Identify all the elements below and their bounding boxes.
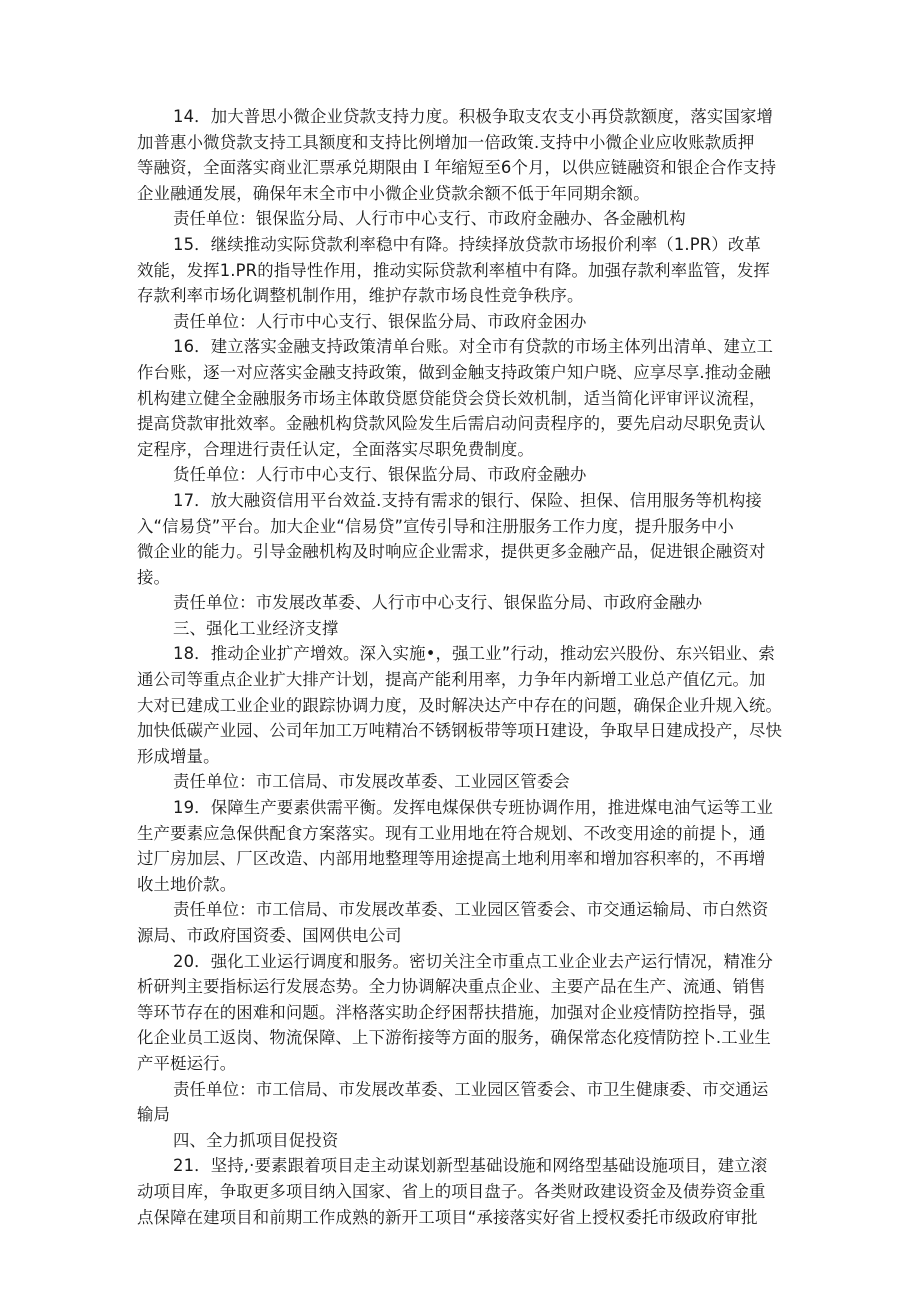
text-line: 17．放大融资信用平台效益.支持有需求的银行、保险、担保、信用服务等机构接 bbox=[173, 490, 762, 510]
text-line: 定程序，合理进行责任认定，全面落实尽职免费制度。 bbox=[137, 439, 534, 459]
text-line: 货任单位：人行市中心支行、银保监分局、市政府金融办 bbox=[173, 465, 587, 485]
text-line: 等环节存在的困难和问题。泮格落实助企纾困帮扶措施，加强对企业疫情防控指导，强 bbox=[137, 1002, 766, 1022]
text-line: 作台账，逐一对应落实金融支持政策，做到金触支持政策户知户晓、应享尽享.推动金融 bbox=[137, 362, 771, 382]
text-line: 过厂房加层、厂区改造、内部用地整理等用途提高土地利用率和增加容积率的，不再增 bbox=[137, 849, 766, 869]
text-line: 责任单位：银保监分局、人行市中心支行、市政府金融办、各金融机构 bbox=[173, 209, 686, 229]
text-line: 20．强化工业运行调度和服务。密切关注全市重点工业企业去产运行情况，精准分 bbox=[173, 951, 774, 971]
text-line: 等融资，全面落实商业汇票承兑期限由Ｉ年缩短至6个月，以供应链融资和银企合作支持 bbox=[137, 158, 777, 178]
text-line: 点保障在建项目和前期工作成熟的新开工项目“承接落实好省上授权委托市级政府审批 bbox=[137, 1207, 758, 1227]
text-line: 四、全力抓项目促投资 bbox=[173, 1130, 339, 1150]
text-line: 企业融通发展，确保年末全市中小微企业贷款余额不低于年同期余额。 bbox=[137, 183, 650, 203]
text-line: 收土地价款。 bbox=[137, 874, 237, 894]
text-line: 析研判主要指标运行发展态势。全力协调解决重点企业、主要产品在生产、流通、销售 bbox=[137, 977, 766, 997]
text-line: 效能，发挥1.PR的指导性作用，推动实际贷款利率植中有降。加强存款利率监管，发挥 bbox=[137, 260, 770, 280]
text-line: 责任单位：市工信局、市发展改革委、工业园区管委会、市卫生健康委、市交通运 bbox=[173, 1079, 769, 1099]
text-line: 加快低碳产业园、公司年加工万吨精冶不锈钢板带等项Ｈ建设，争取早日建成投产，尽快 bbox=[137, 721, 783, 741]
text-line: 通公司等重点企业扩大排产计划，提高产能利用率，力争年内新增工业总产值亿元。加 bbox=[137, 670, 766, 690]
text-line: 源局、市政府国资委、国网供电公司 bbox=[137, 926, 402, 945]
text-line: 动项目库，争取更多项目纳入国家、省上的项目盘子。各类财政建设资金及债券资金重 bbox=[137, 1181, 766, 1201]
text-line: 21．坚持,·要素跟着项目走主动谋划新型基础设施和网络型基础设施项目，建立滚 bbox=[173, 1156, 768, 1176]
text-line: 存款利率市场化调整机制作用，维护存款市场良性竞争秩序。 bbox=[137, 286, 584, 306]
text-line: 责任单位：市工信局、市发展改革委、工业园区管委会、市交通运输局、市白然资 bbox=[173, 900, 769, 920]
text-line: 责任单位：市工信局、市发展改革委、工业园区管委会 bbox=[173, 772, 570, 792]
text-line: 加普惠小微贷款支持工具额度和支持比例增加一倍政策.支持中小微企业应收账款质押 bbox=[137, 132, 755, 152]
text-line: 接。 bbox=[137, 567, 171, 587]
text-line: 16．建立落实金融支持政策清单台账。对全市有贷款的市场主体列出清单、建立工 bbox=[173, 337, 774, 357]
text-line: 三、强化工业经济支撑 bbox=[173, 618, 339, 638]
text-line: 15．继续推动实际贷款利率稳中有降。持续择放贷款市场报价利率（1.PR）改革 bbox=[173, 234, 761, 254]
document-body bbox=[137, 104, 787, 1230]
text-line: 形成增量。 bbox=[137, 746, 220, 766]
text-line: 机构建立健全金融服务市场主体敢贷愿贷能贷会贷长效机制，适当简化评审评议流程， bbox=[137, 388, 766, 408]
text-line: 责任单位：人行市中心支行、银保监分局、市政府金困办 bbox=[173, 311, 587, 331]
text-line: 19．保障生产要素供需平衡。发挥电煤保供专班协调作用，推进煤电油气运等工业 bbox=[173, 798, 774, 818]
text-line: 18．推动企业扩产增效。深入实施•，强工业”行动，推动宏兴股份、东兴铝业、索 bbox=[173, 644, 775, 664]
text-line: 化企业员工返岗、物流保障、上下游衔接等方面的服务，确保常态化疫情防控卜.工业生 bbox=[137, 1028, 771, 1048]
text-line: 产平梃运行。 bbox=[137, 1053, 237, 1073]
text-line: 大对已建成工业企业的跟踪协调力度，及时解决达产中存在的问题，确保企业升规入统。 bbox=[137, 695, 783, 715]
text-line: 微企业的能力。引导金融机构及时响应企业需求，提供更多金融产品，促进银企融资对 bbox=[137, 542, 766, 562]
text-line: 输局 bbox=[137, 1105, 171, 1125]
text-line: 14．加大普思小微企业贷款支持力度。积极争取支农支小再贷款额度，落实国家增 bbox=[173, 107, 774, 126]
text-line: 入“信易贷”平台。加大企业“信易贷”宣传引导和注册服务工作力度，提升服务中小 bbox=[137, 516, 734, 536]
text-line: 责任单位：市发展改革委、人行市中心支行、银保监分局、市政府金融办 bbox=[173, 593, 703, 613]
text-line: 生产要素应急保供配食方案落实。现有工业用地在符合规划、不改变用途的前提卜，通 bbox=[137, 823, 766, 843]
text-line: 提高贷款审批效率。金融机构贷款风险发生后需启动问责程序的，要先启动尽职免责认 bbox=[137, 414, 766, 434]
